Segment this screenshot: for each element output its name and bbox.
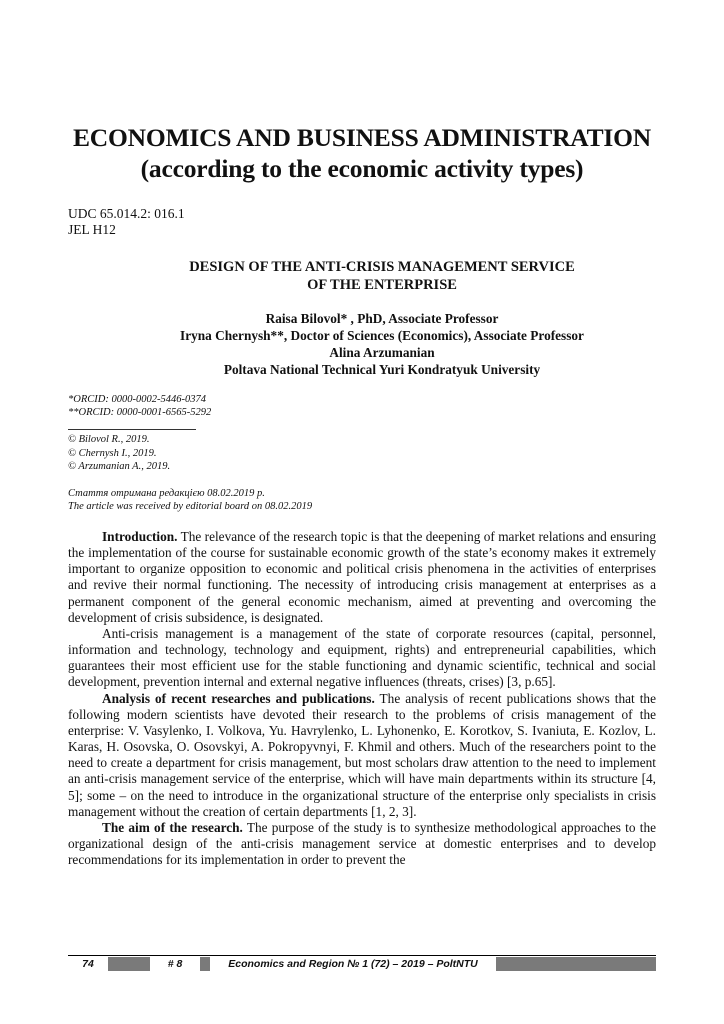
- affiliation-line: Poltava National Technical Yuri Kondratyuk University: [223, 362, 541, 377]
- section-title-line-1: ECONOMICS AND BUSINESS ADMINISTRATION: [72, 123, 652, 152]
- footer-rule: [68, 955, 656, 956]
- footer-page-number: 74: [82, 958, 94, 970]
- footer-shade-block: [108, 957, 150, 971]
- author-line: Iryna Chernysh**, Doctor of Sciences (Economics), Associate Professor: [180, 328, 584, 343]
- footer-issue: # 8: [167, 958, 183, 970]
- udc-code: UDC 65.014.2: 016.1: [68, 206, 185, 221]
- received-note: [68, 487, 312, 513]
- jel-code: JEL H12: [68, 222, 116, 237]
- anticrisis-paragraph: [68, 626, 656, 691]
- copyright-line: © Arzumanian A., 2019.: [68, 461, 171, 472]
- intro-text: The relevance of the research topic is that the deepening of market relations and ensuring the implementation of the course for sustainable economic growth of the state’s economy makes it extremely important to organize opposition to economic and political crisis phenomena in the activities of enterprises and revive their normal functioning. The necessity of introducing crisis management at enterprises as a permanent component of the general economic mechanism, aimed at preventing and overcoming the development of crisis subsidence, is designated.: [68, 529, 656, 625]
- anticrisis-text: Anti-crisis management is a management of the state of corporate resources (capital, personnel, information and technology, technology and equipment, rights) and entrepreneurial capabilities, which guarantees their most efficient use for the stable functioning and dynamic scientific, technical and social development, prevention internal and external negative influences (threats, crises) [3, p.65].: [68, 625, 656, 690]
- paper-title-line-1: DESIGN OF THE ANTI-CRISIS MANAGEMENT SERVICE: [189, 259, 575, 275]
- analysis-text: The analysis of recent publications shows that the following modern scientists have devoted their research to the problems of crisis management of the enterprise: V. Vasylenko, I. Volkova, Yu. Havrylenko, L. Lyhonenko, E. Korotkov, S. Ivaniuta, E. Kozlov, L. Karas, H. Osovska, O. Osovskyi, A. Pokropyvnyi, F. Khmil and others. Much of the researchers point to the need to create a department for crisis management, but most scholars draw attention to the need to implement an anti-crisis management service of the enterprise, which will have main departments within its structure [4, 5]; some – on the need to introduce in the organizational structure of the enterprise only specialists in crisis management without the creation of certain departments [1, 2, 3].: [68, 690, 656, 819]
- aim-paragraph: [68, 820, 656, 868]
- author-line: Raisa Bilovol* , PhD, Associate Professor: [265, 311, 499, 326]
- page-footer: [68, 955, 656, 972]
- aim-text: The purpose of the study is to synthesize methodological approaches to the organizational design of the anti-crisis management service at domestic enterprises and to develop recommendations for its implementation in order to prevent the: [68, 819, 656, 868]
- section-title-line-2: (according to the economic activity types): [140, 154, 584, 183]
- intro-paragraph: [68, 529, 656, 626]
- orcid-list: [68, 393, 211, 419]
- footer-journal: Economics and Region № 1 (72) – 2019 – PoltNTU: [228, 958, 478, 970]
- analysis-heading: Analysis of recent researches and publications.: [102, 690, 375, 706]
- copyright-line: © Chernysh I., 2019.: [68, 447, 157, 459]
- paper-title: [100, 258, 664, 294]
- orcid-line: *ORCID: 0000-0002-5446-0374: [68, 394, 206, 405]
- paper-title-line-2: OF THE ENTERPRISE: [307, 277, 457, 293]
- footer-shade-block: [496, 957, 656, 971]
- author-line: Alina Arzumanian: [329, 345, 435, 360]
- section-title: [60, 122, 664, 184]
- analysis-paragraph: [68, 691, 656, 820]
- copyright-list: [68, 433, 170, 474]
- footer-shade-block: [200, 957, 210, 971]
- copyright-line: © Bilovol R., 2019.: [68, 434, 150, 445]
- received-ukrainian: Стаття отримана редакцією 08.02.2019 р.: [68, 488, 265, 499]
- author-list: [100, 310, 664, 378]
- article-body: [68, 529, 656, 868]
- received-english: The article was received by editorial board on 08.02.2019: [68, 501, 313, 512]
- classification-codes: [68, 206, 185, 238]
- intro-heading: Introduction.: [102, 529, 178, 544]
- footnote-divider: [68, 429, 196, 430]
- orcid-line: **ORCID: 0000-0001-6565-5292: [68, 407, 212, 418]
- aim-heading: The aim of the research.: [102, 819, 243, 835]
